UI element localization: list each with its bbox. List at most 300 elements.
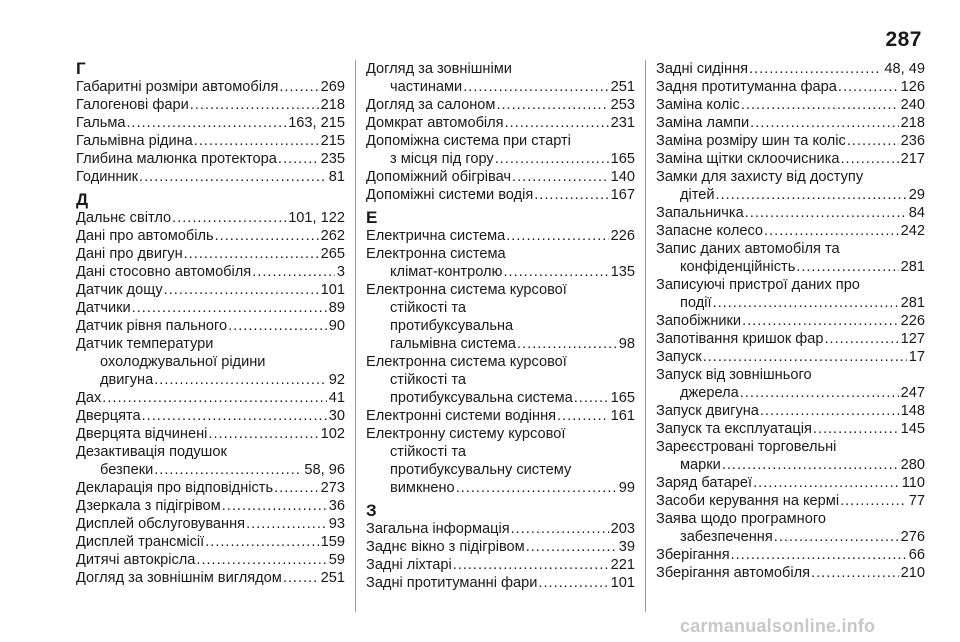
index-entry (656, 132, 925, 150)
index-entry (76, 132, 345, 150)
dot-leader (749, 60, 882, 78)
index-section (366, 502, 635, 592)
entry-page: 159 (320, 534, 345, 550)
page-number: 287 (885, 28, 922, 51)
entry-page: 110 (901, 475, 925, 491)
entry-line (366, 114, 635, 132)
index-entry (366, 168, 635, 186)
dot-leader (456, 479, 617, 497)
dot-leader (811, 564, 899, 582)
index-entry (656, 312, 925, 330)
entry-text: Глибина малюнка протектора (76, 151, 277, 167)
entry-line (366, 317, 635, 335)
entry-line (366, 443, 635, 461)
index-entry (76, 533, 345, 551)
entry-page: 165 (610, 390, 635, 406)
section-letter: Г (76, 59, 86, 78)
entry-text: Замки для захисту від доступу (656, 169, 864, 185)
entry-line (656, 186, 925, 204)
entry-text: Допоміжні системи водія (366, 187, 534, 203)
entry-text: Галогенові фари (76, 97, 189, 113)
index-section (366, 209, 635, 497)
section-letter: Д (76, 190, 89, 209)
entry-text: стійкості та (390, 372, 466, 388)
entry-page: 231 (610, 115, 635, 131)
dot-leader (511, 520, 609, 538)
dot-leader (172, 209, 286, 227)
dot-leader (139, 168, 327, 186)
index-entry (656, 204, 925, 222)
section-letter: Е (366, 208, 378, 227)
dot-leader (840, 492, 907, 510)
entry-line (76, 245, 345, 263)
dot-leader (142, 407, 327, 425)
entry-text: стійкості та (390, 300, 466, 316)
entry-text: Електронна система (366, 246, 506, 262)
entry-page: 215 (320, 133, 345, 149)
index-entry (366, 574, 635, 592)
index-entry (76, 299, 345, 317)
entry-page: 99 (618, 480, 635, 496)
index-entry (366, 132, 635, 168)
entry-text: Задня протитуманна фара (656, 79, 837, 95)
entry-text: Гальмівна рідина (76, 133, 193, 149)
entry-page: 127 (900, 331, 925, 347)
entry-line (76, 96, 345, 114)
entry-text: Запобіжники (656, 313, 742, 329)
entry-line (76, 515, 345, 533)
index-entry (366, 96, 635, 114)
index-entry (76, 497, 345, 515)
dot-leader (194, 132, 319, 150)
entry-page: 253 (610, 97, 635, 113)
entry-text: Датчик дощу (76, 282, 163, 298)
entry-text: Електронну систему курсової (366, 426, 566, 442)
entry-page: 163, 215 (288, 115, 345, 131)
entry-line (656, 258, 925, 276)
entry-line (76, 443, 345, 461)
entry-line (366, 96, 635, 114)
index-entry (656, 348, 925, 366)
entry-page: 247 (900, 385, 925, 401)
entry-page: 84 (908, 205, 925, 221)
index-entry (76, 425, 345, 443)
dot-leader (713, 294, 899, 312)
entry-text: Догляд за салоном (366, 97, 496, 113)
entry-text: Дисплей трансмісії (76, 534, 205, 550)
dot-leader (716, 186, 907, 204)
entry-line (656, 168, 925, 186)
entry-text: марки (680, 457, 721, 473)
entry-line (76, 263, 345, 281)
dot-leader (453, 556, 609, 574)
dot-leader (196, 551, 326, 569)
entry-line (656, 420, 925, 438)
entry-line (656, 366, 925, 384)
entry-text: Дах (76, 390, 102, 406)
entry-text: Дані стосовно автомобіля (76, 264, 252, 280)
entry-page: 217 (900, 151, 925, 167)
entry-text: гальмівна система (390, 336, 517, 352)
entry-text: Запуск двигуна (656, 403, 759, 419)
entry-page: 281 (900, 295, 925, 311)
index-entry (656, 492, 925, 510)
index-entry (366, 538, 635, 556)
entry-line (656, 96, 925, 114)
entry-line (656, 402, 925, 420)
entry-line (656, 384, 925, 402)
entry-text: Дисплей обслуговування (76, 516, 246, 532)
dot-leader (825, 330, 899, 348)
index-entry (656, 60, 925, 78)
entry-page: 226 (610, 228, 635, 244)
entry-page: 145 (900, 421, 925, 437)
entry-page: 226 (900, 313, 925, 329)
entry-line (366, 335, 635, 353)
entry-text: Задні ліхтарі (366, 557, 452, 573)
entry-page: 251 (320, 570, 345, 586)
entry-text: Декларація про відповідність (76, 480, 274, 496)
dot-leader (274, 479, 319, 497)
dot-leader (538, 574, 608, 592)
entry-page: 148 (900, 403, 925, 419)
index-section (366, 60, 635, 204)
dot-leader (228, 317, 327, 335)
entry-text: Дверцята відчинені (76, 426, 208, 442)
dot-leader (278, 150, 319, 168)
entry-page: 240 (900, 97, 925, 113)
index-column (355, 60, 645, 612)
dot-leader (512, 168, 609, 186)
entry-page: 165 (610, 151, 635, 167)
index-entry (656, 420, 925, 438)
entry-line (366, 263, 635, 281)
entry-line (76, 168, 345, 186)
index-entry (656, 114, 925, 132)
entry-page: 218 (900, 115, 925, 131)
entry-text: Запис даних автомобіля та (656, 241, 840, 257)
entry-text: Заміна щітки склоочисника (656, 151, 840, 167)
entry-page: 140 (610, 169, 635, 185)
index-entry (76, 515, 345, 533)
dot-leader (703, 348, 907, 366)
dot-leader (496, 96, 608, 114)
index-column (76, 60, 355, 612)
dot-leader (506, 227, 608, 245)
entry-text: Дані про автомобіль (76, 228, 214, 244)
index-entry (76, 245, 345, 263)
dot-leader (222, 497, 327, 515)
index-entry (656, 78, 925, 96)
index-entry (656, 546, 925, 564)
index-entry (76, 281, 345, 299)
index-entry (656, 222, 925, 240)
index-entry (76, 479, 345, 497)
entry-text: дітей (680, 187, 715, 203)
entry-line (76, 569, 345, 587)
entry-text: Електронні системи водіння (366, 408, 557, 424)
entry-page: 135 (610, 264, 635, 280)
index-section (76, 191, 345, 587)
dot-leader (750, 114, 898, 132)
dot-leader (495, 150, 609, 168)
index-entry (656, 168, 925, 204)
entry-text: Задні сидіння (656, 61, 749, 77)
entry-text: Дитячі автокрісла (76, 552, 196, 568)
entry-text: Датчик температури (76, 336, 214, 352)
dot-leader (745, 204, 907, 222)
entry-line (366, 150, 635, 168)
entry-page: 41 (328, 390, 345, 406)
entry-page: 101 (320, 282, 345, 298)
entry-page: 281 (900, 259, 925, 275)
entry-text: Заміна розміру шин та коліс (656, 133, 846, 149)
dot-leader (190, 96, 319, 114)
entry-text: конфіденційність (680, 259, 796, 275)
dot-leader (840, 150, 898, 168)
entry-page: 39 (618, 539, 635, 555)
entry-text: Запуск (656, 349, 702, 365)
entry-page: 251 (610, 79, 635, 95)
entry-text: Зареєстровані торговельні (656, 439, 837, 455)
entry-text: Задні протитуманні фари (366, 575, 538, 591)
index-entry (656, 564, 925, 582)
entry-line (76, 281, 345, 299)
entry-text: протибуксувальна (390, 318, 514, 334)
entry-page: 236 (900, 133, 925, 149)
entry-line (366, 299, 635, 317)
index-entry (656, 366, 925, 402)
entry-line (656, 438, 925, 456)
dot-leader (279, 78, 318, 96)
index-entry (76, 114, 345, 132)
entry-text: Заднє вікно з підігрівом (366, 539, 525, 555)
entry-line (366, 407, 635, 425)
entry-line (366, 371, 635, 389)
entry-text: Запальничка (656, 205, 744, 221)
entry-line (366, 425, 635, 443)
entry-text: Запасне колесо (656, 223, 764, 239)
entry-line (656, 150, 925, 168)
entry-line (656, 312, 925, 330)
entry-line (656, 276, 925, 294)
entry-text: Допоміжний обігрівач (366, 169, 512, 185)
entry-page: 98 (618, 336, 635, 352)
index-entry (656, 330, 925, 348)
entry-line (366, 245, 635, 263)
dot-leader (246, 515, 327, 533)
entry-line (656, 78, 925, 96)
entry-line (366, 574, 635, 592)
entry-line (656, 348, 925, 366)
entry-line (656, 60, 925, 78)
entry-text: Дзеркала з підігрівом (76, 498, 221, 514)
dot-leader (796, 258, 898, 276)
entry-line (366, 60, 635, 78)
entry-page: 235 (320, 151, 345, 167)
entry-line (76, 132, 345, 150)
entry-line (76, 299, 345, 317)
index-entry (366, 281, 635, 353)
entry-text: частинами (390, 79, 463, 95)
entry-text: події (680, 295, 712, 311)
entry-text: Датчик рівня пального (76, 318, 228, 334)
entry-text: протибуксувальну систему (390, 462, 572, 478)
index-entry (366, 407, 635, 425)
entry-page: 242 (900, 223, 925, 239)
dot-leader (164, 281, 319, 299)
index-entry (656, 96, 925, 114)
dot-leader (517, 335, 617, 353)
entry-page: 93 (328, 516, 345, 532)
entry-line (656, 510, 925, 528)
entry-line (76, 335, 345, 353)
entry-line (366, 520, 635, 538)
entry-page: 66 (908, 547, 925, 563)
dot-leader (813, 420, 899, 438)
index-entry (656, 510, 925, 546)
entry-page: 102 (320, 426, 345, 442)
entry-line (656, 456, 925, 474)
entry-page: 58, 96 (304, 462, 345, 478)
index-entry (656, 438, 925, 474)
dot-leader (505, 114, 609, 132)
entry-line (76, 227, 345, 245)
dot-leader (208, 425, 318, 443)
entry-line (366, 281, 635, 299)
entry-text: Загальна інформація (366, 521, 510, 537)
entry-page: 280 (900, 457, 925, 473)
index-columns (76, 60, 924, 612)
index-entry (366, 520, 635, 538)
entry-text: Годинник (76, 169, 139, 185)
entry-line (76, 497, 345, 515)
entry-text: джерела (680, 385, 739, 401)
entry-page: 269 (320, 79, 345, 95)
dot-leader (557, 407, 609, 425)
dot-leader (184, 245, 319, 263)
entry-text: Домкрат автомобіля (366, 115, 504, 131)
index-entry (366, 227, 635, 245)
entry-line (76, 371, 345, 389)
index-entry (76, 335, 345, 389)
entry-text: Дальнє світло (76, 210, 172, 226)
entry-text: стійкості та (390, 444, 466, 460)
entry-page: 92 (328, 372, 345, 388)
index-entry (76, 209, 345, 227)
index-entry (656, 402, 925, 420)
entry-page: 265 (320, 246, 345, 262)
entry-text: Заряд батареї (656, 475, 753, 491)
entry-line (656, 222, 925, 240)
index-section (76, 60, 345, 186)
index-entry (76, 168, 345, 186)
index-entry (656, 276, 925, 312)
entry-line (76, 533, 345, 551)
entry-page: 81 (328, 169, 345, 185)
entry-page: 36 (328, 498, 345, 514)
index-entry (656, 240, 925, 276)
entry-page: 276 (900, 529, 925, 545)
entry-text: Гальма (76, 115, 126, 131)
index-entry (76, 96, 345, 114)
entry-line (656, 114, 925, 132)
entry-page: 29 (908, 187, 925, 203)
entry-line (656, 564, 925, 582)
entry-text: Електронна система курсової (366, 354, 567, 370)
entry-text: Дверцята (76, 408, 141, 424)
entry-text: вимкнено (390, 480, 455, 496)
dot-leader (126, 114, 286, 132)
index-entry (76, 150, 345, 168)
dot-leader (764, 222, 899, 240)
dot-leader (215, 227, 319, 245)
entry-text: Електрична система (366, 228, 506, 244)
entry-page: 126 (900, 79, 925, 95)
entry-page: 101 (610, 575, 635, 591)
entry-text: охолоджувальної рідини (100, 354, 266, 370)
entry-line (76, 353, 345, 371)
entry-line (76, 150, 345, 168)
dot-leader (731, 546, 907, 564)
entry-line (366, 78, 635, 96)
watermark: carmanualsonline.info (680, 616, 876, 636)
entry-line (656, 492, 925, 510)
entry-line (656, 546, 925, 564)
entry-line (656, 204, 925, 222)
entry-line (76, 551, 345, 569)
entry-line (366, 186, 635, 204)
dot-leader (526, 538, 617, 556)
dot-leader (774, 528, 899, 546)
entry-text: Датчики (76, 300, 131, 316)
dot-leader (252, 263, 335, 281)
dot-leader (722, 456, 899, 474)
index-entry (76, 317, 345, 335)
entry-text: Заява щодо програмного (656, 511, 826, 527)
entry-line (656, 132, 925, 150)
entry-text: двигуна (100, 372, 154, 388)
entry-line (366, 461, 635, 479)
entry-line (366, 132, 635, 150)
entry-page: 161 (610, 408, 635, 424)
entry-text: Зберігання автомобіля (656, 565, 811, 581)
entry-page: 262 (320, 228, 345, 244)
entry-line (656, 528, 925, 546)
dot-leader (753, 474, 900, 492)
entry-line (76, 209, 345, 227)
index-entry (76, 551, 345, 569)
entry-page: 273 (320, 480, 345, 496)
entry-text: Заміна коліс (656, 97, 740, 113)
index-entry (366, 425, 635, 497)
entry-line (366, 538, 635, 556)
entry-line (76, 389, 345, 407)
entry-text: Записуючі пристрої даних про (656, 277, 860, 293)
entry-line (366, 479, 635, 497)
index-entry (366, 245, 635, 281)
index-column (645, 60, 925, 612)
entry-text: Габаритні розміри автомобіля (76, 79, 279, 95)
entry-line (656, 240, 925, 258)
entry-text: Допоміжна система при старті (366, 133, 571, 149)
entry-text: Електронна система курсової (366, 282, 567, 298)
entry-line (76, 114, 345, 132)
entry-page: 210 (900, 565, 925, 581)
entry-text: Засоби керування на кермі (656, 493, 840, 509)
index-entry (76, 263, 345, 281)
entry-line (76, 317, 345, 335)
